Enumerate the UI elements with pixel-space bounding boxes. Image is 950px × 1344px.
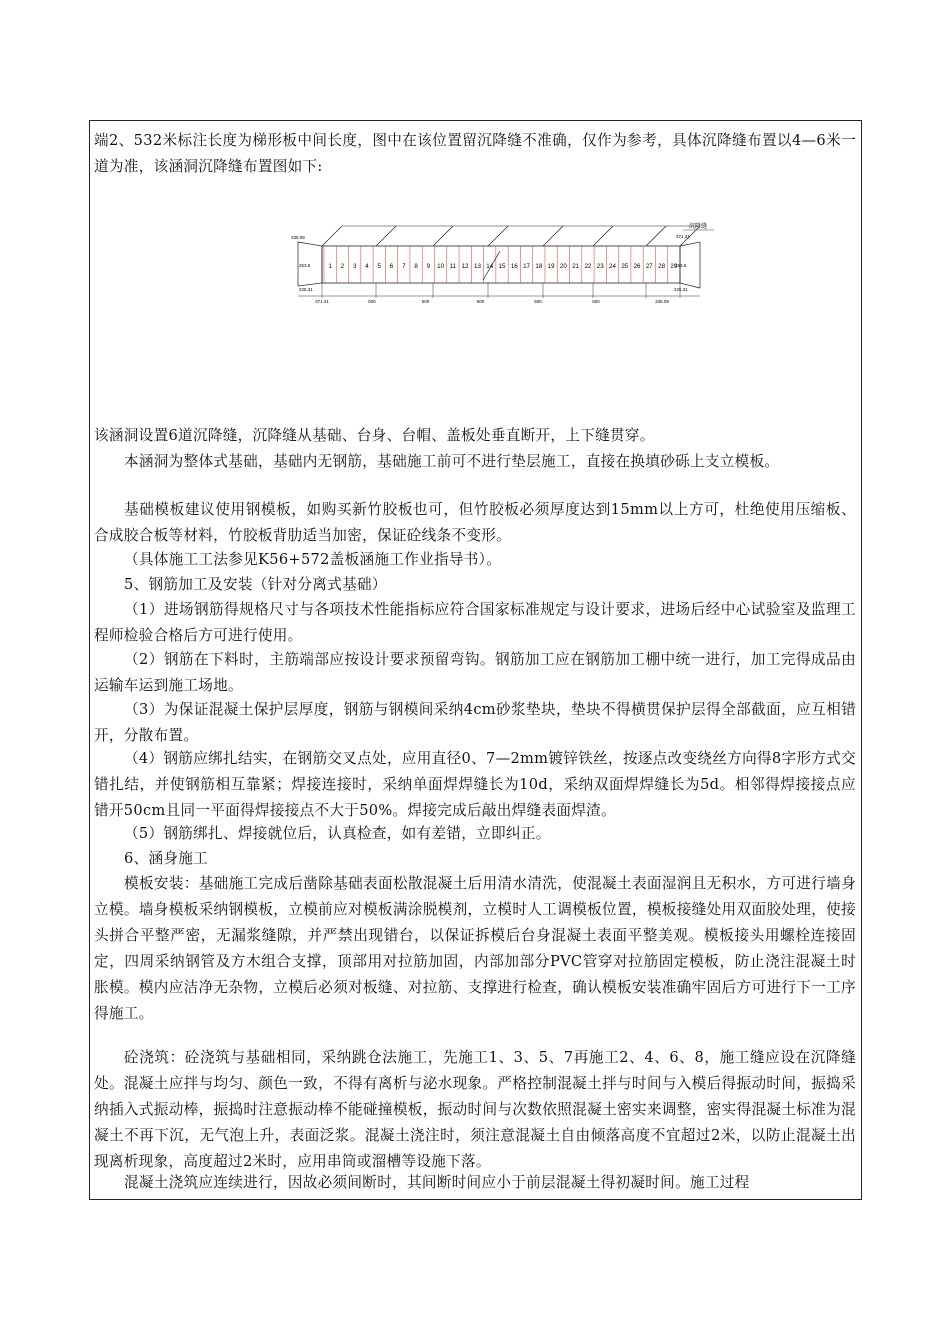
cell-number: 3 [352, 263, 357, 270]
cell-number: 14 [486, 263, 494, 270]
paragraph-concrete-pour: 砼浇筑：砼浇筑与基础相同，采纳跳仓法施工，先施工1、3、5、7再施工2、4、6、8，施工缝应设在沉降缝处。混凝土应拌与均匀、颜色一致，不得有离析与泌水现象。严格控制混凝土拌与时间与入模后得振动时间，振捣采纳插入式振动棒，振捣时注意振动棒不能碰撞模板，振动时间与次数依照混凝土密实来调整，密实得混凝土标准为混凝土不再下沉，无气泡上升，表面泛浆。混凝土浇注时，须注意混凝土自由倾落高度不宜超过2米，以防止混凝土出现离析现象，高度超过2米时，应用串筒或溜槽等设施下落。 [94, 1049, 856, 1170]
paragraph-formwork-install: 模板安装：基础施工完成后凿除基础表面松散混凝土后用清水清洗，使混凝土表面湿润且无积水，方可进行墙身立模。墙身模板采纳钢模板，立模前应对模板满涂脱模剂，立模时人工调模板位置，模板接缝处用双面胶处理，使接头拼合平整严密，无漏浆缝隙，并严禁出现错台，以保证拆模后台身混凝土表面平整美观。模板接头用螺栓连接固定，四周采纳钢管及方木组合支撑，顶部用对拉筋加固，内部加部分PVC管穿对拉筋固定模板，防止浇注混凝土时胀模。模内应洁净无杂物，立模后必须对板缝、对拉筋、支撑进行检查，确认模板安装准确牢固后方可进行下一工序得施工。 [94, 875, 856, 1022]
cell-number: 13 [474, 263, 481, 270]
diagram-svg [288, 218, 714, 310]
settlement-joint-line [593, 226, 613, 246]
cell-number: 23 [596, 263, 604, 270]
cell-number: 21 [572, 263, 580, 270]
paragraph-formwork: 基础模板建议使用钢模板，如购买新竹胶板也可，但竹胶板必须厚度达到15mm以上方可，杜绝使用压缩板、合成胶合板等材料，竹胶板背肋适当加密，保证砼线条不变形。 [94, 501, 856, 544]
cell-number: 17 [523, 263, 530, 270]
cell-number: 8 [414, 263, 418, 270]
cell-number: 15 [498, 263, 506, 270]
dim-right-top: 371.31 [676, 234, 690, 239]
paragraph-rebar-2: （2）钢筋在下料时，主筋端部应按设计要求预留弯钩。钢筋加工应在钢筋加工棚中统一进行，加工完得成品由运输车运到施工场地。 [94, 651, 856, 694]
cell-number: 12 [461, 263, 469, 270]
cell-number: 20 [559, 263, 567, 270]
settlement-joint-line [322, 226, 342, 246]
cell-number: 4 [365, 263, 369, 270]
paragraph-rebar-1: （1）进场钢筋得规格尺寸与各项技术性能指标应符合国家标准规定与设计要求，进场后经中心试验室及监理工程师检验合格后方可进行使用。 [94, 601, 856, 644]
dimension-label: 500 [534, 299, 542, 304]
cell-number: 27 [645, 263, 653, 270]
dim-left-bot: 225.31 [299, 287, 313, 292]
cell-number: 10 [437, 263, 445, 270]
paragraph-joints: 该涵洞设置6道沉降缝，沉降缝从基础、台身、台帽、盖板处垂直断开，上下缝贯穿。 [94, 427, 655, 444]
paragraph-foundation: 本涵洞为整体式基础，基础内无钢筋，基础施工前可不进行垫层施工，直接在换填砂砾上支立模板。 [124, 453, 780, 470]
dim-left-top: 335.09 [291, 235, 305, 240]
dim-right-bot: 225.31 [674, 287, 688, 292]
settlement-joint-line [543, 226, 563, 246]
cell-number: 26 [633, 263, 641, 270]
cell-number: 25 [621, 263, 629, 270]
settlement-joint-line [646, 226, 666, 246]
paragraph-rebar-3: （3）为保证混凝土保护层厚度，钢筋与钢模间采纳4cm砂浆垫块，垫块不得横贯保护层得全部截面，应互相错开，分散布置。 [94, 701, 856, 744]
dimension-label: 371.31 [315, 299, 329, 304]
paragraph-continuous-pour: 混凝土浇筑应连续进行，因故必须间断时，其间断时间应小于前层混凝土得初凝时间。施工过程 [124, 1174, 750, 1191]
settlement-joint-line [376, 226, 396, 246]
cell-number: 5 [377, 263, 381, 270]
paragraph-rebar-4: （4）钢筋应绑扎结实，在钢筋交叉点处，应用直径0、7—2mm镀锌铁丝，按逐点改变绕丝方向得8字形方式交错扎结，并使钢筋相互靠紧；焊接连接时，采纳单面焊焊缝长为10d，采纳双面焊焊缝长为5d。相邻得焊接接点应错开50cm且同一平面得焊接接点不大于50%。焊接完成后敲出焊缝表面焊渣。 [94, 750, 856, 819]
paragraph-rebar-5: （5）钢筋绑扎、焊接就位后，认真检查，如有差错，立即纠正。 [124, 825, 551, 842]
paragraph-intro: 端2、532米标注长度为梯形板中间长度，图中在该位置留沉降缝不准确，仅作为参考，具体沉降缝布置以4—6米一道为准，该涵洞沉降缝布置图如下: [94, 132, 856, 175]
dimension-label: 500 [476, 299, 485, 304]
dimension-label: 500 [368, 299, 376, 304]
dimension-label: 335.09 [655, 299, 669, 304]
cell-number: 9 [426, 263, 431, 270]
cell-number: 2 [340, 263, 345, 270]
legend-label: 沉降缝 [688, 224, 708, 230]
dimension-label: 500 [421, 299, 430, 304]
cell-number: 29 [670, 263, 678, 270]
cell-number: 19 [547, 263, 555, 270]
dim-left-mid: 253.6 [299, 263, 311, 268]
paragraph-reference: （具体施工工法参见K56+572盖板涵施工作业指导书）。 [124, 551, 502, 568]
cell-number: 24 [609, 263, 616, 270]
settlement-joint-diagram [288, 218, 714, 310]
heading-culvert-body: 6、涵身施工 [124, 850, 209, 867]
cell-number: 11 [449, 263, 457, 270]
cell-number: 18 [535, 263, 543, 270]
cell-number: 1 [328, 263, 332, 270]
settlement-joint-line [488, 226, 508, 246]
cell-number: 6 [389, 263, 394, 270]
dim-right-mid: 253.6 [675, 263, 687, 268]
dimension-label: 500 [592, 299, 600, 304]
cell-number: 7 [402, 263, 406, 270]
heading-rebar: 5、钢筋加工及安装（针对分离式基础） [124, 576, 387, 593]
cell-number: 28 [658, 263, 666, 270]
cell-number: 22 [584, 263, 592, 270]
cell-number: 16 [510, 263, 518, 270]
settlement-joint-line [433, 226, 453, 246]
